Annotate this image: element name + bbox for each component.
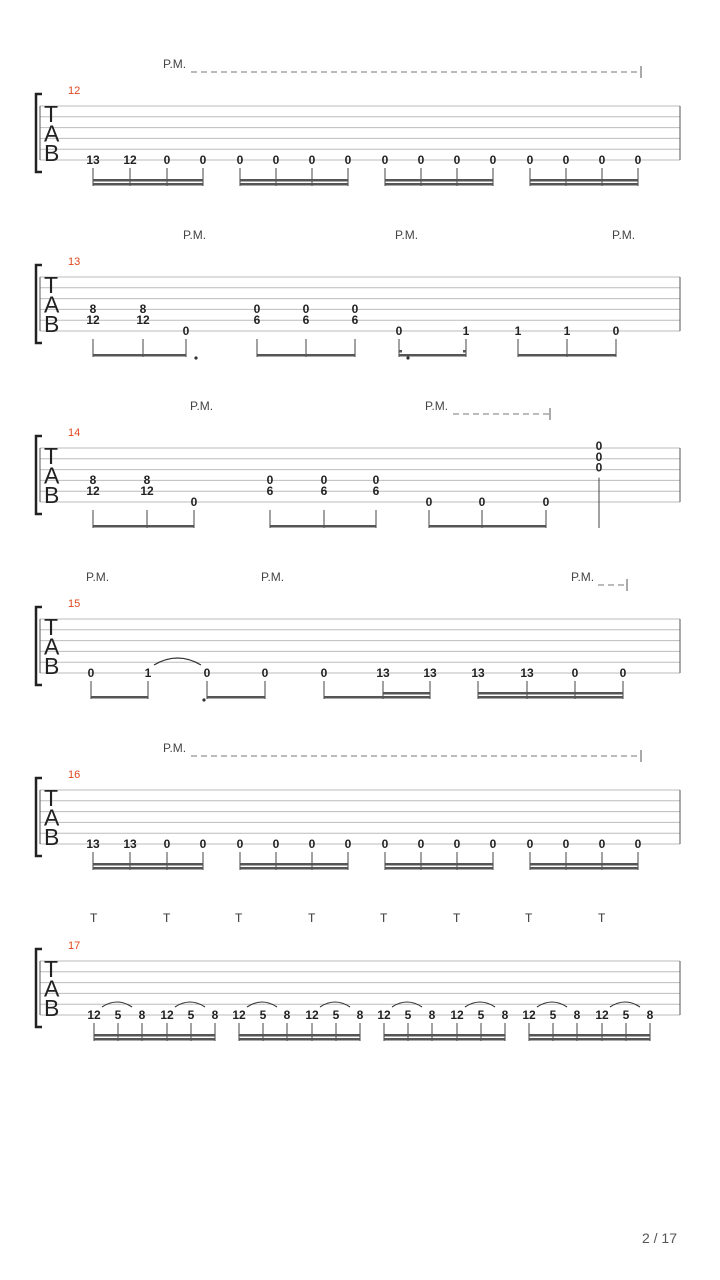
beam — [207, 696, 265, 699]
tab-system-15 — [36, 570, 680, 699]
beam-partial — [399, 350, 402, 353]
beam — [385, 867, 493, 870]
tab-clef-letter: B — [44, 311, 60, 337]
tab-clef-letter: B — [44, 482, 60, 508]
fret-number: 0 — [381, 837, 389, 851]
dot — [406, 356, 409, 359]
beam — [93, 867, 203, 870]
fret-number: 0 — [351, 302, 359, 317]
fret-number: 0 — [526, 837, 534, 851]
fret-number: 12 — [87, 1008, 101, 1022]
beam — [93, 354, 186, 357]
fret-number: 0 — [453, 837, 461, 851]
beam — [240, 863, 348, 866]
tab-system-12 — [36, 57, 680, 186]
fret-number: 0 — [266, 473, 274, 488]
tab-clef-letter: A — [44, 633, 60, 660]
tab-clef-letter: B — [44, 995, 60, 1021]
beam — [239, 1038, 360, 1041]
beam — [240, 179, 348, 182]
beam — [478, 696, 623, 699]
beam — [240, 183, 348, 186]
fret-number: 5 — [114, 1008, 122, 1022]
fret-number: 0 — [163, 153, 171, 167]
bar-number: 17 — [68, 940, 81, 952]
dot — [194, 356, 197, 359]
fret-number: 13 — [423, 666, 437, 680]
palm-mute-label: P.M. — [395, 228, 419, 242]
fret-number: 8 — [89, 473, 97, 488]
fret-number: 0 — [344, 153, 352, 167]
fret-number: 0 — [595, 460, 603, 475]
fret-number: 0 — [489, 837, 497, 851]
fret-number: 0 — [425, 495, 433, 509]
tap-marker: T — [235, 911, 243, 925]
fret-number: 8 — [428, 1008, 436, 1022]
fret-number: 0 — [598, 153, 606, 167]
fret-number: 0 — [308, 153, 316, 167]
tab-clef-letter: T — [44, 956, 59, 982]
beam — [429, 525, 546, 528]
fret-number: 8 — [573, 1008, 581, 1022]
fret-number: 8 — [646, 1008, 654, 1022]
fret-number: 0 — [163, 837, 171, 851]
tab-clef-letter: A — [44, 120, 60, 147]
fret-number: 0 — [253, 302, 261, 317]
tab-clef-letter: T — [44, 785, 59, 811]
fret-number: 0 — [87, 666, 95, 680]
fret-number: 1 — [514, 324, 522, 338]
fret-number: 13 — [86, 837, 100, 851]
beam — [518, 354, 616, 357]
fret-number: 6 — [351, 313, 359, 328]
tab-clef-letter: T — [44, 101, 59, 127]
beam — [529, 1038, 650, 1041]
fret-number: 5 — [259, 1008, 267, 1022]
fret-number: 0 — [395, 324, 403, 338]
bar-number: 12 — [68, 85, 81, 97]
bar-number: 13 — [68, 256, 81, 268]
fret-number: 12 — [136, 313, 150, 328]
tab-system-17 — [36, 911, 680, 1041]
fret-number: 0 — [571, 666, 579, 680]
fret-number: 0 — [190, 495, 198, 509]
fret-number: 0 — [203, 666, 211, 680]
beam-partial — [463, 350, 466, 353]
fret-number: 0 — [302, 302, 310, 317]
tap-marker: T — [163, 911, 171, 925]
fret-number: 0 — [595, 439, 603, 453]
beam — [93, 183, 203, 186]
palm-mute-label: P.M. — [86, 570, 110, 584]
fret-number: 5 — [622, 1008, 630, 1022]
tab-clef-letter: A — [44, 291, 60, 318]
fret-number: 8 — [139, 302, 147, 317]
page-number: 2 / 17 — [641, 1230, 677, 1246]
dot — [202, 698, 205, 701]
fret-number: 0 — [320, 666, 328, 680]
tap-marker: T — [598, 911, 606, 925]
fret-number: 0 — [272, 837, 280, 851]
beam — [529, 1034, 650, 1037]
fret-number: 8 — [283, 1008, 291, 1022]
fret-number: 12 — [595, 1008, 609, 1022]
beam — [270, 525, 376, 528]
fret-number: 0 — [526, 153, 534, 167]
beam — [257, 354, 355, 357]
fret-number: 5 — [187, 1008, 195, 1022]
fret-number: 0 — [199, 153, 207, 167]
tab-clef-letter: A — [44, 804, 60, 831]
beam — [93, 863, 203, 866]
beam — [478, 692, 623, 695]
palm-mute-label: P.M. — [163, 741, 187, 755]
fret-number: 13 — [86, 153, 100, 167]
fret-number: 6 — [372, 484, 380, 499]
beam — [91, 696, 148, 699]
beam — [94, 1038, 215, 1041]
tab-clef-letter: B — [44, 824, 60, 850]
beam — [384, 1034, 505, 1037]
beam — [93, 525, 194, 528]
beam — [239, 1034, 360, 1037]
bar-number: 16 — [68, 769, 81, 781]
fret-number: 0 — [272, 153, 280, 167]
fret-number: 0 — [261, 666, 269, 680]
beam — [530, 863, 638, 866]
beam — [93, 179, 203, 182]
palm-mute-label: P.M. — [612, 228, 636, 242]
tap-marker: T — [90, 911, 98, 925]
tab-clef-letter: B — [44, 653, 60, 679]
fret-number: 0 — [308, 837, 316, 851]
fret-number: 13 — [123, 837, 137, 851]
beam — [324, 696, 430, 699]
beam — [530, 179, 638, 182]
fret-number: 5 — [549, 1008, 557, 1022]
fret-number: 12 — [86, 313, 100, 328]
fret-number: 0 — [417, 837, 425, 851]
palm-mute-label: P.M. — [571, 570, 595, 584]
beam — [240, 867, 348, 870]
fret-number: 0 — [381, 153, 389, 167]
fret-number: 8 — [143, 473, 151, 488]
fret-number: 0 — [182, 324, 190, 338]
fret-number: 6 — [320, 484, 328, 499]
fret-number: 0 — [320, 473, 328, 488]
slur — [154, 658, 201, 665]
fret-number: 1 — [563, 324, 571, 338]
fret-number: 0 — [417, 153, 425, 167]
fret-number: 8 — [356, 1008, 364, 1022]
beam — [399, 354, 466, 357]
fret-number: 13 — [376, 666, 390, 680]
fret-number: 0 — [236, 153, 244, 167]
palm-mute-label: P.M. — [163, 57, 187, 71]
tab-clef-letter: A — [44, 462, 60, 489]
fret-number: 0 — [236, 837, 244, 851]
bar-number: 14 — [68, 427, 81, 439]
tap-marker: T — [453, 911, 461, 925]
tap-marker: T — [525, 911, 533, 925]
fret-number: 8 — [211, 1008, 219, 1022]
fret-number: 0 — [619, 666, 627, 680]
tap-marker: T — [308, 911, 316, 925]
tab-system-14 — [36, 399, 680, 702]
tap-marker: T — [380, 911, 388, 925]
fret-number: 6 — [253, 313, 261, 328]
beam — [94, 1034, 215, 1037]
fret-number: 0 — [562, 837, 570, 851]
tab-system-13 — [36, 228, 680, 360]
fret-number: 1 — [462, 324, 470, 338]
fret-number: 8 — [501, 1008, 509, 1022]
tab-clef-letter: T — [44, 614, 59, 640]
fret-number: 6 — [266, 484, 274, 499]
fret-number: 0 — [453, 153, 461, 167]
fret-number: 12 — [450, 1008, 464, 1022]
palm-mute-label: P.M. — [261, 570, 285, 584]
tab-clef-letter: T — [44, 443, 59, 469]
fret-number: 0 — [612, 324, 620, 338]
fret-number: 8 — [89, 302, 97, 317]
fret-number: 13 — [520, 666, 534, 680]
beam — [385, 863, 493, 866]
fret-number: 0 — [595, 449, 603, 464]
fret-number: 12 — [86, 484, 100, 499]
bar-number: 15 — [68, 598, 81, 610]
beam — [384, 1038, 505, 1041]
tab-clef-letter: A — [44, 975, 60, 1002]
fret-number: 0 — [542, 495, 550, 509]
fret-number: 12 — [377, 1008, 391, 1022]
beam-secondary — [383, 692, 430, 695]
fret-number: 8 — [138, 1008, 146, 1022]
fret-number: 6 — [302, 313, 310, 328]
fret-number: 12 — [123, 153, 137, 167]
fret-number: 13 — [471, 666, 485, 680]
fret-number: 5 — [404, 1008, 412, 1022]
fret-number: 0 — [489, 153, 497, 167]
fret-number: 12 — [140, 484, 154, 499]
tab-clef-letter: B — [44, 140, 60, 166]
beam — [385, 183, 493, 186]
fret-number: 12 — [305, 1008, 319, 1022]
palm-mute-label: P.M. — [183, 228, 207, 242]
tab-system-16 — [36, 741, 680, 870]
fret-number: 0 — [372, 473, 380, 488]
fret-number: 0 — [344, 837, 352, 851]
fret-number: 5 — [332, 1008, 340, 1022]
fret-number: 0 — [634, 153, 642, 167]
fret-number: 0 — [598, 837, 606, 851]
fret-number: 12 — [522, 1008, 536, 1022]
beam — [530, 867, 638, 870]
fret-number: 12 — [160, 1008, 174, 1022]
fret-number: 0 — [478, 495, 486, 509]
fret-number: 12 — [232, 1008, 246, 1022]
fret-number: 1 — [144, 666, 152, 680]
beam — [385, 179, 493, 182]
beam — [530, 183, 638, 186]
tab-clef-letter: T — [44, 272, 59, 298]
fret-number: 0 — [634, 837, 642, 851]
palm-mute-label: P.M. — [190, 399, 214, 413]
palm-mute-label: P.M. — [425, 399, 449, 413]
fret-number: 0 — [562, 153, 570, 167]
fret-number: 5 — [477, 1008, 485, 1022]
fret-number: 0 — [199, 837, 207, 851]
